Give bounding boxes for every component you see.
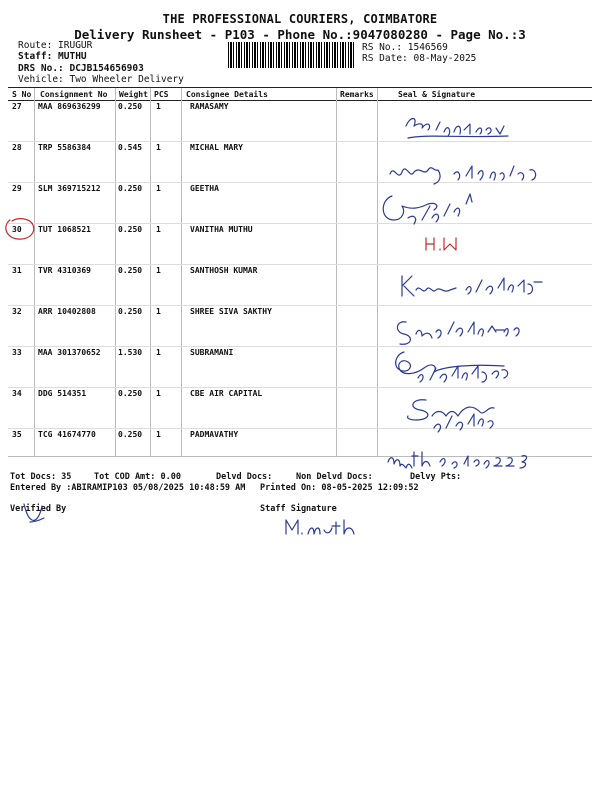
row-pcs: 1 (156, 389, 161, 398)
total-docs: Tot Docs: 35 (10, 472, 72, 482)
row-consignment-no: SLM 369715212 (38, 184, 101, 193)
row-weight: 0.250 (118, 102, 143, 111)
table-row (0, 184, 600, 224)
row-sno: 34 (12, 389, 22, 398)
row-pcs: 1 (156, 225, 161, 234)
row-pcs: 1 (156, 266, 161, 275)
verified-by-signature (20, 500, 50, 526)
col-header-consignee: Consignee Details (186, 90, 268, 99)
row-consignment-no: DDG 514351 (38, 389, 87, 398)
row29-signature (378, 190, 488, 234)
row-weight: 0.545 (118, 143, 143, 152)
row-sno: 30 (12, 225, 22, 234)
row-divider (8, 264, 592, 265)
row-consignee: CBE AIR CAPITAL (190, 389, 263, 398)
vehicle-label: Vehicle: Two Wheeler Delivery (18, 74, 184, 85)
row-sno: 33 (12, 348, 22, 357)
row-consignee: MICHAL MARY (190, 143, 243, 152)
row-consignee: SUBRAMANI (190, 348, 234, 357)
row32-signature (392, 316, 532, 346)
row-pcs: 1 (156, 184, 161, 193)
printed-on: Printed On: 08-05-2025 12:09:52 (260, 483, 419, 493)
non-delivered-docs: Non Delvd Docs: (296, 472, 373, 482)
row-consignee: RAMASAMY (190, 102, 229, 111)
row-consignment-no: ARR 10402808 (38, 307, 96, 316)
row-consignment-no: TVR 4310369 (38, 266, 91, 275)
row-consignment-no: MAA 869636299 (38, 102, 101, 111)
row-consignment-no: TUT 1068521 (38, 225, 91, 234)
row-consignment-no: TRP 5586384 (38, 143, 91, 152)
row-weight: 0.250 (118, 184, 143, 193)
runsheet-subtitle: Delivery Runsheet - P103 - Phone No.:9047080280 - Page No.:3 (74, 27, 526, 42)
row30-signature (422, 234, 462, 252)
row27-signature (396, 112, 526, 146)
row-consignee: GEETHA (190, 184, 219, 193)
route-label: Route: IRUGUR (18, 40, 93, 51)
row-weight: 0.250 (118, 266, 143, 275)
drs-number: DRS No.: DCJB154656903 (18, 63, 144, 74)
total-cod-amount: Tot COD Amt: 0.00 (94, 472, 181, 482)
row-consignee: PADMAVATHY (190, 430, 239, 439)
table-row (0, 225, 600, 265)
row-pcs: 1 (156, 143, 161, 152)
staff-signature-label: Staff Signature (260, 504, 337, 514)
row-weight: 0.250 (118, 389, 143, 398)
col-header-pcs: PCS (154, 90, 169, 99)
row-pcs: 1 (156, 307, 161, 316)
row-pcs: 1 (156, 102, 161, 111)
row-sno: 29 (12, 184, 22, 193)
row-sno: 32 (12, 307, 22, 316)
entered-by: Entered By :ABIRAMIP103 05/08/2025 10:48:59 AM (10, 483, 246, 493)
table-header-rule (8, 100, 592, 101)
delivery-points: Delvy Pts: (410, 472, 462, 482)
staff-signature (282, 516, 372, 540)
row-divider (8, 223, 592, 224)
row-consignment-no: MAA 301370652 (38, 348, 101, 357)
delivered-docs: Delvd Docs: (216, 472, 273, 482)
company-title: THE PROFESSIONAL COURIERS, COIMBATORE (162, 12, 438, 26)
row-weight: 1.530 (118, 348, 143, 357)
row-consignee: SHREE SIVA SAKTHY (190, 307, 272, 316)
row33-signature (388, 348, 528, 388)
col-header-seal: Seal & Signature (398, 90, 476, 99)
staff-label: Staff: MUTHU (18, 51, 87, 62)
row-divider (8, 305, 592, 306)
row-sno: 35 (12, 430, 22, 439)
row30-circle-mark (4, 216, 38, 242)
rs-number: RS No.: 1546569 (362, 42, 448, 53)
row28-signature (384, 160, 554, 188)
col-header-consignment: Consignment No (40, 90, 108, 99)
row31-signature (396, 272, 546, 302)
row-pcs: 1 (156, 430, 161, 439)
row35-signature (384, 448, 534, 472)
row-sno: 31 (12, 266, 22, 275)
row-sno: 28 (12, 143, 22, 152)
row-pcs: 1 (156, 348, 161, 357)
row-consignee: SANTHOSH KUMAR (190, 266, 258, 275)
row-weight: 0.250 (118, 307, 143, 316)
rs-date: RS Date: 08-May-2025 (362, 53, 477, 64)
table-top-rule (8, 87, 592, 88)
row-consignment-no: TCG 41674770 (38, 430, 96, 439)
col-header-sno: S No (12, 90, 32, 99)
row-sno: 27 (12, 102, 22, 111)
col-header-remarks: Remarks (340, 90, 374, 99)
row-weight: 0.250 (118, 430, 143, 439)
row34-signature (404, 394, 514, 434)
row-consignee: VANITHA MUTHU (190, 225, 253, 234)
col-header-weight: Weight (119, 90, 148, 99)
verified-by-label: Verified By (10, 504, 67, 514)
row-divider (8, 346, 592, 347)
row-weight: 0.250 (118, 225, 143, 234)
barcode (228, 42, 356, 68)
